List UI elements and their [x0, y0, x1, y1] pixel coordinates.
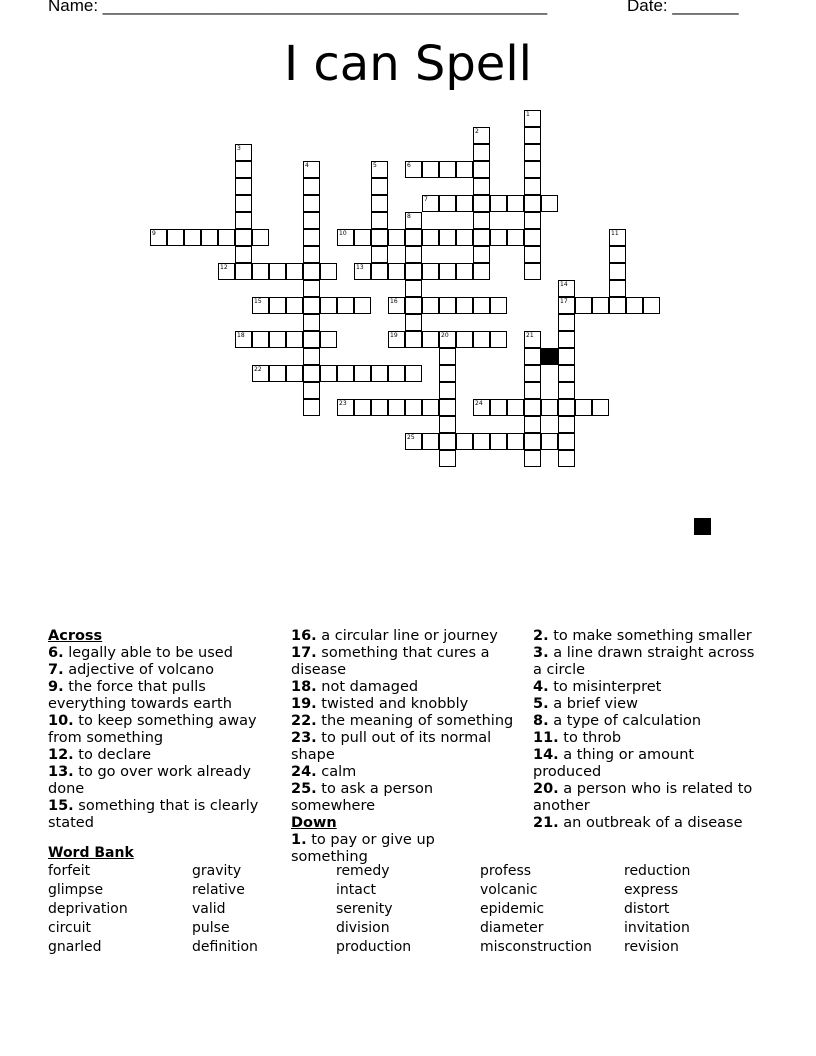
grid-cell[interactable] [490, 297, 507, 314]
grid-cell[interactable] [490, 433, 507, 450]
grid-cell[interactable] [473, 297, 490, 314]
word-bank-item: division [336, 920, 390, 936]
grid-cell[interactable] [303, 195, 320, 212]
grid-cell[interactable] [218, 229, 235, 246]
grid-cell[interactable] [439, 365, 456, 382]
clue-text: to ask a person somewhere [291, 781, 434, 814]
clue-item [291, 832, 516, 866]
clue-item [533, 781, 763, 815]
clue-number: 18 [237, 332, 245, 339]
grid-cell[interactable] [371, 365, 388, 382]
grid-cell[interactable] [507, 195, 524, 212]
grid-cell[interactable] [354, 365, 371, 382]
grid-cell[interactable] [388, 365, 405, 382]
word-bank-item: epidemic [480, 901, 545, 917]
clue-text: to pay or give up something [291, 832, 435, 865]
grid-cell[interactable] [252, 229, 269, 246]
grid-cell[interactable] [439, 195, 456, 212]
grid-cell[interactable] [371, 263, 388, 280]
grid-cell[interactable] [269, 331, 286, 348]
grid-cell[interactable] [558, 348, 575, 365]
grid-cell[interactable] [422, 161, 439, 178]
grid-cell[interactable] [558, 365, 575, 382]
clue-text: something that is clearly stated [48, 798, 259, 831]
clue-text: a thing or amount produced [533, 747, 695, 780]
grid-cell[interactable] [354, 297, 371, 314]
grid-cell[interactable] [490, 331, 507, 348]
grid-cell[interactable] [473, 263, 490, 280]
clue-text: adjective of volcano [63, 662, 215, 678]
clue-item [533, 696, 763, 713]
grid-cell[interactable] [303, 365, 320, 382]
clue-text: a brief view [548, 696, 638, 712]
clue-item [48, 798, 263, 832]
grid-cell[interactable] [371, 229, 388, 246]
grid-cell[interactable] [303, 297, 320, 314]
clue-item [291, 713, 516, 730]
clue-number-label: 2. [533, 628, 549, 644]
clue-number: 20 [441, 332, 449, 339]
word-bank-item: reduction [624, 863, 691, 879]
clue-item [533, 747, 763, 781]
clue-number-label: 17. [291, 645, 317, 661]
grid-cell[interactable] [524, 348, 541, 365]
clue-number: 17 [560, 298, 568, 305]
grid-cell[interactable] [167, 229, 184, 246]
clue-item [291, 645, 516, 679]
grid-cell[interactable] [524, 382, 541, 399]
grid-cell[interactable] [643, 297, 660, 314]
clue-item [48, 713, 263, 747]
clue-text: to declare [73, 747, 152, 763]
clue-item [291, 730, 516, 764]
grid-cell[interactable] [286, 263, 303, 280]
word-bank-item: remedy [336, 863, 390, 879]
clue-text: twisted and knobbly [316, 696, 469, 712]
grid-cell[interactable] [456, 161, 473, 178]
clue-number: 16 [390, 298, 398, 305]
grid-cell[interactable] [507, 229, 524, 246]
clue-number: 25 [407, 434, 415, 441]
grid-cell[interactable] [473, 331, 490, 348]
grid-cell[interactable] [405, 229, 422, 246]
grid-cell[interactable] [337, 297, 354, 314]
grid-cell[interactable] [524, 365, 541, 382]
clue-number-label: 22. [291, 713, 317, 729]
clue-number: 21 [526, 332, 534, 339]
grid-cell[interactable] [337, 365, 354, 382]
grid-cell[interactable] [524, 399, 541, 416]
grid-cell[interactable] [609, 263, 626, 280]
grid-cell[interactable] [303, 314, 320, 331]
word-bank-item: gnarled [48, 939, 102, 955]
grid-cell[interactable] [524, 144, 541, 161]
grid-cell[interactable] [439, 399, 456, 416]
grid-cell[interactable] [524, 212, 541, 229]
grid-cell[interactable] [524, 416, 541, 433]
word-bank-item: relative [192, 882, 245, 898]
grid-cell[interactable] [456, 433, 473, 450]
grid-cell[interactable] [303, 229, 320, 246]
grid-cell[interactable] [456, 263, 473, 280]
word-bank-item: volcanic [480, 882, 538, 898]
grid-cell[interactable] [235, 212, 252, 229]
clue-number: 22 [254, 366, 262, 373]
clue-number: 8 [407, 213, 411, 220]
grid-cell[interactable] [354, 399, 371, 416]
clue-item [533, 679, 763, 696]
clue-text: to make something smaller [548, 628, 752, 644]
grid-cell[interactable] [303, 280, 320, 297]
word-bank-item: production [336, 939, 412, 955]
grid-cell[interactable] [524, 195, 541, 212]
grid-cell[interactable] [592, 399, 609, 416]
clue-number-label: 18. [291, 679, 317, 695]
clue-number-label: 7. [48, 662, 64, 678]
grid-cell[interactable] [558, 314, 575, 331]
grid-cell[interactable] [439, 450, 456, 467]
clue-number: 19 [390, 332, 398, 339]
clue-text: something that cures a disease [291, 645, 490, 678]
date-line: Date: _______ [627, 0, 739, 15]
clue-item [533, 628, 763, 645]
clue-number: 1 [526, 111, 530, 118]
grid-cell[interactable] [201, 229, 218, 246]
clue-item [48, 662, 263, 679]
clue-item [48, 764, 263, 798]
grid-cell[interactable] [524, 263, 541, 280]
grid-cell[interactable] [439, 297, 456, 314]
clue-item [533, 713, 763, 730]
grid-cell[interactable] [320, 297, 337, 314]
word-bank-item: serenity [336, 901, 393, 917]
clue-number: 2 [475, 128, 479, 135]
grid-cell[interactable] [507, 399, 524, 416]
grid-cell[interactable] [235, 161, 252, 178]
grid-cell[interactable] [609, 280, 626, 297]
grid-cell[interactable] [456, 195, 473, 212]
grid-cell[interactable] [609, 297, 626, 314]
grid-cell[interactable] [303, 178, 320, 195]
grid-cell[interactable] [422, 399, 439, 416]
clue-number-label: 3. [533, 645, 549, 661]
clue-text: the force that pulls everything towards earth [48, 679, 232, 712]
word-bank-item: profess [480, 863, 532, 879]
clue-number-label: 19. [291, 696, 317, 712]
grid-cell[interactable] [473, 195, 490, 212]
grid-cell[interactable] [286, 297, 303, 314]
grid-cell[interactable] [252, 263, 269, 280]
word-bank-item: intact [336, 882, 377, 898]
grid-cell[interactable] [456, 331, 473, 348]
clue-text: to throb [558, 730, 622, 746]
word-bank-item: pulse [192, 920, 230, 936]
clue-item [48, 679, 263, 713]
grid-cell[interactable] [405, 263, 422, 280]
grid-cell[interactable] [439, 161, 456, 178]
page-title: I can Spell [283, 36, 533, 92]
grid-cell[interactable] [235, 246, 252, 263]
clue-text: legally able to be used [63, 645, 233, 661]
clue-item [291, 696, 516, 713]
grid-cell[interactable] [422, 433, 439, 450]
clue-number: 9 [152, 230, 156, 237]
grid-cell[interactable] [371, 212, 388, 229]
grid-cell[interactable] [592, 297, 609, 314]
grid-cell[interactable] [303, 382, 320, 399]
grid-cell[interactable] [524, 229, 541, 246]
grid-cell[interactable] [524, 178, 541, 195]
clue-text: an outbreak of a disease [558, 815, 743, 831]
grid-cell[interactable] [303, 331, 320, 348]
grid-cell[interactable] [320, 263, 337, 280]
clue-text: calm [316, 764, 357, 780]
grid-cell[interactable] [439, 348, 456, 365]
grid-cell[interactable] [626, 297, 643, 314]
word-bank-item: deprivation [48, 901, 128, 917]
grid-cell[interactable] [422, 229, 439, 246]
grid-cell[interactable] [456, 297, 473, 314]
grid-cell[interactable] [524, 450, 541, 467]
grid-cell[interactable] [320, 365, 337, 382]
word-bank-item: diameter [480, 920, 544, 936]
clue-text: to go over work already done [48, 764, 251, 797]
word-bank-item: forfeit [48, 863, 91, 879]
clue-item [291, 781, 516, 815]
grid-cell[interactable] [371, 195, 388, 212]
word-bank-item: express [624, 882, 679, 898]
grid-cell[interactable] [558, 433, 575, 450]
clue-item [533, 815, 763, 832]
grid-cell[interactable] [269, 263, 286, 280]
black-cell [541, 348, 558, 365]
grid-cell[interactable] [388, 229, 405, 246]
grid-cell[interactable] [371, 246, 388, 263]
grid-cell[interactable] [405, 297, 422, 314]
clue-text: a circular line or journey [316, 628, 498, 644]
clue-number-label: 6. [48, 645, 64, 661]
grid-cell[interactable] [490, 229, 507, 246]
clue-number-label: 5. [533, 696, 549, 712]
grid-cell[interactable] [558, 450, 575, 467]
grid-cell[interactable] [235, 195, 252, 212]
grid-cell[interactable] [235, 229, 252, 246]
grid-cell[interactable] [303, 348, 320, 365]
grid-cell[interactable] [422, 331, 439, 348]
clue-number-label: 8. [533, 713, 549, 729]
clues-column-2 [291, 628, 516, 866]
grid-cell[interactable] [439, 263, 456, 280]
clue-number-label: 11. [533, 730, 559, 746]
word-bank-item: gravity [192, 863, 242, 879]
clue-text: to keep something away from something [48, 713, 257, 746]
grid-cell[interactable] [184, 229, 201, 246]
grid-cell[interactable] [388, 399, 405, 416]
clues-column-1 [48, 628, 263, 832]
grid-cell[interactable] [252, 331, 269, 348]
clue-number: 14 [560, 281, 568, 288]
clue-item [291, 679, 516, 696]
grid-cell[interactable] [541, 433, 558, 450]
grid-cell[interactable] [388, 263, 405, 280]
grid-cell[interactable] [303, 212, 320, 229]
clue-item [533, 645, 763, 679]
clue-number: 12 [220, 264, 228, 271]
clue-number-label: 20. [533, 781, 559, 797]
grid-cell[interactable] [320, 331, 337, 348]
grid-cell[interactable] [439, 433, 456, 450]
grid-cell[interactable] [541, 195, 558, 212]
word-bank-item: valid [192, 901, 226, 917]
grid-cell[interactable] [524, 127, 541, 144]
clue-item [48, 747, 263, 764]
grid-cell[interactable] [524, 246, 541, 263]
clue-number-label: 25. [291, 781, 317, 797]
word-bank-item: definition [192, 939, 258, 955]
grid-cell[interactable] [303, 246, 320, 263]
across-heading: Across [48, 628, 103, 644]
clue-text: a line drawn straight across a circle [533, 645, 755, 678]
clue-text: to pull out of its normal shape [291, 730, 492, 763]
black-cell [694, 518, 711, 535]
clue-number-label: 4. [533, 679, 549, 695]
grid-cell[interactable] [558, 382, 575, 399]
clue-number: 11 [611, 230, 619, 237]
grid-cell[interactable] [422, 263, 439, 280]
clue-number-label: 23. [291, 730, 317, 746]
clue-number-label: 9. [48, 679, 64, 695]
grid-cell[interactable] [524, 161, 541, 178]
clue-number-label: 10. [48, 713, 74, 729]
grid-cell[interactable] [303, 263, 320, 280]
grid-cell[interactable] [558, 416, 575, 433]
grid-cell[interactable] [473, 433, 490, 450]
clue-number-label: 12. [48, 747, 74, 763]
grid-cell[interactable] [286, 365, 303, 382]
grid-cell[interactable] [473, 246, 490, 263]
clue-number: 15 [254, 298, 262, 305]
grid-cell[interactable] [490, 195, 507, 212]
grid-cell[interactable] [558, 399, 575, 416]
clue-number-label: 14. [533, 747, 559, 763]
grid-cell[interactable] [405, 399, 422, 416]
clue-text: a type of calculation [548, 713, 702, 729]
grid-cell[interactable] [269, 365, 286, 382]
clue-number: 3 [237, 145, 241, 152]
clue-number-label: 15. [48, 798, 74, 814]
grid-cell[interactable] [490, 399, 507, 416]
grid-cell[interactable] [439, 416, 456, 433]
word-bank-item: revision [624, 939, 679, 955]
clue-item [291, 628, 516, 645]
grid-cell[interactable] [541, 399, 558, 416]
grid-cell[interactable] [371, 399, 388, 416]
grid-cell[interactable] [609, 246, 626, 263]
clue-number: 23 [339, 400, 347, 407]
grid-cell[interactable] [473, 161, 490, 178]
grid-cell[interactable] [575, 399, 592, 416]
grid-cell[interactable] [473, 144, 490, 161]
name-line: Name: _______________________________________________ [48, 0, 548, 15]
clues-column-3 [533, 628, 763, 832]
grid-cell[interactable] [439, 229, 456, 246]
clue-number: 13 [356, 264, 364, 271]
down-heading: Down [291, 815, 337, 831]
clue-number-label: 24. [291, 764, 317, 780]
clue-text: a person who is related to another [533, 781, 753, 814]
grid-cell[interactable] [235, 178, 252, 195]
clue-text: not damaged [316, 679, 419, 695]
grid-cell[interactable] [405, 365, 422, 382]
word-bank-item: misconstruction [480, 939, 592, 955]
clue-number-label: 21. [533, 815, 559, 831]
grid-cell[interactable] [354, 229, 371, 246]
grid-cell[interactable] [405, 246, 422, 263]
clue-number: 24 [475, 400, 483, 407]
grid-cell[interactable] [286, 331, 303, 348]
clue-number-label: 13. [48, 764, 74, 780]
word-bank-item: distort [624, 901, 670, 917]
grid-cell[interactable] [405, 280, 422, 297]
clue-number-label: 1. [291, 832, 307, 848]
grid-cell[interactable] [473, 178, 490, 195]
grid-cell[interactable] [405, 314, 422, 331]
word-bank-item: invitation [624, 920, 690, 936]
grid-cell[interactable] [303, 399, 320, 416]
grid-cell[interactable] [524, 433, 541, 450]
grid-cell[interactable] [473, 212, 490, 229]
grid-cell[interactable] [558, 331, 575, 348]
grid-cell[interactable] [235, 263, 252, 280]
clue-number-label: 16. [291, 628, 317, 644]
clue-number: 7 [424, 196, 428, 203]
clue-text: to misinterpret [548, 679, 662, 695]
grid-cell[interactable] [575, 297, 592, 314]
clue-number: 6 [407, 162, 411, 169]
word-bank-item: glimpse [48, 882, 104, 898]
grid-cell[interactable] [507, 433, 524, 450]
grid-cell[interactable] [269, 297, 286, 314]
clue-number: 5 [373, 162, 377, 169]
clue-item [291, 764, 516, 781]
word-bank-heading: Word Bank [48, 845, 134, 861]
clue-number: 4 [305, 162, 309, 169]
clue-item [533, 730, 763, 747]
grid-cell[interactable] [456, 229, 473, 246]
grid-cell[interactable] [405, 331, 422, 348]
grid-cell[interactable] [439, 382, 456, 399]
clue-text: the meaning of something [316, 713, 514, 729]
clue-number: 10 [339, 230, 347, 237]
word-bank-item: circuit [48, 920, 91, 936]
grid-cell[interactable] [371, 178, 388, 195]
clue-item [48, 645, 263, 662]
grid-cell[interactable] [473, 229, 490, 246]
grid-cell[interactable] [422, 297, 439, 314]
